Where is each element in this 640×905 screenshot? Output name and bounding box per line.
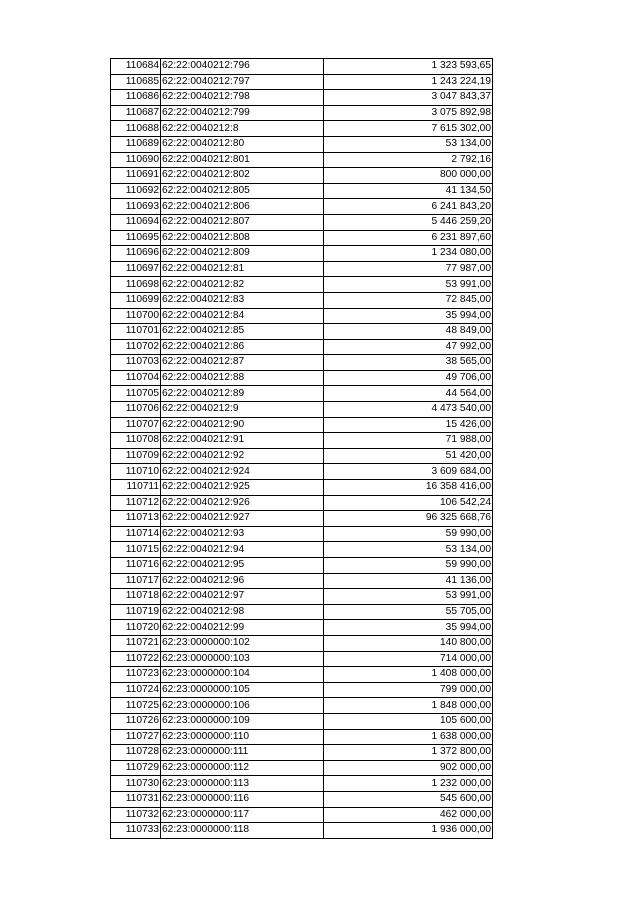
table-row [111, 292, 493, 308]
record-id-cell: 110690 [111, 152, 161, 168]
cadastral-value-cell: 77 987,00 [324, 261, 493, 277]
cadastral-number-cell: 62:23:0000000:104 [161, 667, 324, 683]
cadastral-number-cell: 62:23:0000000:103 [161, 651, 324, 667]
record-id-cell: 110685 [111, 74, 161, 90]
cadastral-value-cell: 3 609 684,00 [324, 464, 493, 480]
record-id-cell: 110709 [111, 448, 161, 464]
table-row [111, 745, 493, 761]
table-row [111, 760, 493, 776]
cadastral-value-cell: 38 565,00 [324, 355, 493, 371]
cadastral-number-cell: 62:22:0040212:926 [161, 495, 324, 511]
table-row [111, 417, 493, 433]
cadastral-value-cell: 72 845,00 [324, 292, 493, 308]
cadastral-number-cell: 62:22:0040212:798 [161, 90, 324, 106]
cadastral-value-cell: 2 792,16 [324, 152, 493, 168]
record-id-cell: 110702 [111, 339, 161, 355]
table-row [111, 386, 493, 402]
cadastral-value-cell: 35 994,00 [324, 308, 493, 324]
cadastral-number-cell: 62:23:0000000:111 [161, 745, 324, 761]
cadastral-number-cell: 62:23:0000000:109 [161, 713, 324, 729]
cadastral-value-cell: 4 473 540,00 [324, 402, 493, 418]
record-id-cell: 110731 [111, 791, 161, 807]
record-id-cell: 110732 [111, 807, 161, 823]
cadastral-value-cell: 51 420,00 [324, 448, 493, 464]
cadastral-number-cell: 62:22:0040212:96 [161, 573, 324, 589]
table-row [111, 230, 493, 246]
table-row [111, 324, 493, 340]
cadastral-number-cell: 62:23:0000000:110 [161, 729, 324, 745]
cadastral-number-cell: 62:22:0040212:99 [161, 620, 324, 636]
cadastral-number-cell: 62:22:0040212:805 [161, 183, 324, 199]
cadastral-value-cell: 1 936 000,00 [324, 823, 493, 839]
record-id-cell: 110699 [111, 292, 161, 308]
cadastral-value-cell: 462 000,00 [324, 807, 493, 823]
record-id-cell: 110722 [111, 651, 161, 667]
cadastral-value-cell: 55 705,00 [324, 604, 493, 620]
table-row [111, 277, 493, 293]
cadastral-value-cell: 1 408 000,00 [324, 667, 493, 683]
table-row [111, 620, 493, 636]
cadastral-value-cell: 41 136,00 [324, 573, 493, 589]
cadastral-number-cell: 62:22:0040212:802 [161, 168, 324, 184]
cadastral-number-cell: 62:22:0040212:86 [161, 339, 324, 355]
table-row [111, 729, 493, 745]
table-row [111, 480, 493, 496]
record-id-cell: 110708 [111, 433, 161, 449]
cadastral-number-cell: 62:23:0000000:106 [161, 698, 324, 714]
cadastral-number-cell: 62:22:0040212:92 [161, 448, 324, 464]
cadastral-value-cell: 49 706,00 [324, 370, 493, 386]
table-row [111, 698, 493, 714]
table-row [111, 199, 493, 215]
cadastral-number-cell: 62:22:0040212:80 [161, 136, 324, 152]
cadastral-number-cell: 62:23:0000000:117 [161, 807, 324, 823]
table-row [111, 542, 493, 558]
cadastral-number-cell: 62:22:0040212:95 [161, 558, 324, 574]
table-row [111, 214, 493, 230]
table-row [111, 713, 493, 729]
cadastral-value-cell: 6 231 897,60 [324, 230, 493, 246]
cadastral-value-cell: 96 325 668,76 [324, 511, 493, 527]
cadastral-number-cell: 62:22:0040212:98 [161, 604, 324, 620]
record-id-cell: 110694 [111, 214, 161, 230]
cadastral-value-cell: 1 323 593,65 [324, 59, 493, 75]
record-id-cell: 110688 [111, 121, 161, 137]
record-id-cell: 110697 [111, 261, 161, 277]
record-id-cell: 110725 [111, 698, 161, 714]
cadastral-number-cell: 62:22:0040212:87 [161, 355, 324, 371]
table-row [111, 246, 493, 262]
record-id-cell: 110719 [111, 604, 161, 620]
table-row [111, 90, 493, 106]
cadastral-number-cell: 62:22:0040212:924 [161, 464, 324, 480]
cadastral-value-cell: 714 000,00 [324, 651, 493, 667]
cadastral-number-cell: 62:22:0040212:925 [161, 480, 324, 496]
table-row [111, 370, 493, 386]
cadastral-number-cell: 62:22:0040212:97 [161, 589, 324, 605]
record-id-cell: 110704 [111, 370, 161, 386]
record-id-cell: 110730 [111, 776, 161, 792]
record-id-cell: 110695 [111, 230, 161, 246]
table-row [111, 183, 493, 199]
cadastral-number-cell: 62:22:0040212:90 [161, 417, 324, 433]
record-id-cell: 110723 [111, 667, 161, 683]
record-id-cell: 110716 [111, 558, 161, 574]
cadastral-value-cell: 1 234 080,00 [324, 246, 493, 262]
record-id-cell: 110713 [111, 511, 161, 527]
record-id-cell: 110706 [111, 402, 161, 418]
cadastral-value-cell: 3 047 843,37 [324, 90, 493, 106]
cadastral-number-cell: 62:22:0040212:83 [161, 292, 324, 308]
cadastral-value-cell: 53 134,00 [324, 136, 493, 152]
record-id-cell: 110707 [111, 417, 161, 433]
table-row [111, 573, 493, 589]
cadastral-number-cell: 62:22:0040212:89 [161, 386, 324, 402]
cadastral-number-cell: 62:22:0040212:9 [161, 402, 324, 418]
cadastral-value-table [110, 58, 493, 839]
record-id-cell: 110691 [111, 168, 161, 184]
cadastral-value-cell: 799 000,00 [324, 682, 493, 698]
cadastral-value-cell: 41 134,50 [324, 183, 493, 199]
table-row [111, 261, 493, 277]
cadastral-number-cell: 62:23:0000000:118 [161, 823, 324, 839]
cadastral-value-cell: 140 800,00 [324, 635, 493, 651]
table-row [111, 433, 493, 449]
record-id-cell: 110720 [111, 620, 161, 636]
record-id-cell: 110721 [111, 635, 161, 651]
table-row [111, 168, 493, 184]
cadastral-number-cell: 62:23:0000000:116 [161, 791, 324, 807]
table-row [111, 339, 493, 355]
table-row [111, 558, 493, 574]
table-row [111, 308, 493, 324]
cadastral-number-cell: 62:22:0040212:8 [161, 121, 324, 137]
cadastral-number-cell: 62:22:0040212:81 [161, 261, 324, 277]
cadastral-number-cell: 62:22:0040212:93 [161, 526, 324, 542]
table-row [111, 152, 493, 168]
table-row [111, 105, 493, 121]
table-row [111, 823, 493, 839]
cadastral-value-cell: 47 992,00 [324, 339, 493, 355]
cadastral-value-cell: 902 000,00 [324, 760, 493, 776]
cadastral-number-cell: 62:22:0040212:799 [161, 105, 324, 121]
table-row [111, 464, 493, 480]
table-row [111, 791, 493, 807]
record-id-cell: 110717 [111, 573, 161, 589]
cadastral-value-cell: 1 638 000,00 [324, 729, 493, 745]
record-id-cell: 110728 [111, 745, 161, 761]
record-id-cell: 110714 [111, 526, 161, 542]
table-row [111, 402, 493, 418]
cadastral-number-cell: 62:23:0000000:113 [161, 776, 324, 792]
table-row [111, 511, 493, 527]
record-id-cell: 110705 [111, 386, 161, 402]
table-row [111, 651, 493, 667]
record-id-cell: 110687 [111, 105, 161, 121]
table-row [111, 776, 493, 792]
cadastral-value-cell: 59 990,00 [324, 558, 493, 574]
cadastral-value-cell: 1 243 224,19 [324, 74, 493, 90]
cadastral-number-cell: 62:22:0040212:807 [161, 214, 324, 230]
cadastral-number-cell: 62:23:0000000:102 [161, 635, 324, 651]
cadastral-value-cell: 3 075 892,98 [324, 105, 493, 121]
table-row [111, 495, 493, 511]
record-id-cell: 110733 [111, 823, 161, 839]
record-id-cell: 110703 [111, 355, 161, 371]
cadastral-value-cell: 44 564,00 [324, 386, 493, 402]
cadastral-value-cell: 15 426,00 [324, 417, 493, 433]
table-row [111, 604, 493, 620]
cadastral-number-cell: 62:22:0040212:85 [161, 324, 324, 340]
cadastral-number-cell: 62:22:0040212:91 [161, 433, 324, 449]
table-row [111, 448, 493, 464]
cadastral-value-cell: 59 990,00 [324, 526, 493, 542]
cadastral-value-cell: 800 000,00 [324, 168, 493, 184]
cadastral-value-cell: 5 446 259,20 [324, 214, 493, 230]
record-id-cell: 110715 [111, 542, 161, 558]
cadastral-value-cell: 106 542,24 [324, 495, 493, 511]
cadastral-value-cell: 545 600,00 [324, 791, 493, 807]
table-row [111, 589, 493, 605]
cadastral-number-cell: 62:22:0040212:801 [161, 152, 324, 168]
cadastral-number-cell: 62:23:0000000:105 [161, 682, 324, 698]
record-id-cell: 110712 [111, 495, 161, 511]
record-id-cell: 110698 [111, 277, 161, 293]
cadastral-value-cell: 53 991,00 [324, 589, 493, 605]
record-id-cell: 110729 [111, 760, 161, 776]
cadastral-value-cell: 53 134,00 [324, 542, 493, 558]
cadastral-number-cell: 62:22:0040212:82 [161, 277, 324, 293]
table-row [111, 807, 493, 823]
record-id-cell: 110700 [111, 308, 161, 324]
table-row [111, 121, 493, 137]
cadastral-number-cell: 62:22:0040212:88 [161, 370, 324, 386]
cadastral-number-cell: 62:23:0000000:112 [161, 760, 324, 776]
table-body [111, 59, 493, 839]
table-row [111, 355, 493, 371]
table-row [111, 74, 493, 90]
table-row [111, 136, 493, 152]
cadastral-value-cell: 53 991,00 [324, 277, 493, 293]
cadastral-value-cell: 71 988,00 [324, 433, 493, 449]
record-id-cell: 110710 [111, 464, 161, 480]
record-id-cell: 110689 [111, 136, 161, 152]
cadastral-value-cell: 7 615 302,00 [324, 121, 493, 137]
record-id-cell: 110726 [111, 713, 161, 729]
cadastral-number-cell: 62:22:0040212:797 [161, 74, 324, 90]
table-row [111, 526, 493, 542]
cadastral-number-cell: 62:22:0040212:84 [161, 308, 324, 324]
table-row [111, 59, 493, 75]
cadastral-number-cell: 62:22:0040212:796 [161, 59, 324, 75]
cadastral-number-cell: 62:22:0040212:808 [161, 230, 324, 246]
table-row [111, 682, 493, 698]
record-id-cell: 110724 [111, 682, 161, 698]
record-id-cell: 110696 [111, 246, 161, 262]
cadastral-value-cell: 6 241 843,20 [324, 199, 493, 215]
cadastral-value-cell: 35 994,00 [324, 620, 493, 636]
record-id-cell: 110693 [111, 199, 161, 215]
record-id-cell: 110686 [111, 90, 161, 106]
cadastral-number-cell: 62:22:0040212:806 [161, 199, 324, 215]
cadastral-value-cell: 105 600,00 [324, 713, 493, 729]
record-id-cell: 110711 [111, 480, 161, 496]
cadastral-number-cell: 62:22:0040212:809 [161, 246, 324, 262]
cadastral-number-cell: 62:22:0040212:927 [161, 511, 324, 527]
cadastral-value-cell: 1 232 000,00 [324, 776, 493, 792]
table-row [111, 635, 493, 651]
cadastral-value-cell: 48 849,00 [324, 324, 493, 340]
cadastral-value-cell: 1 848 000,00 [324, 698, 493, 714]
cadastral-value-cell: 16 358 416,00 [324, 480, 493, 496]
record-id-cell: 110684 [111, 59, 161, 75]
record-id-cell: 110718 [111, 589, 161, 605]
table-row [111, 667, 493, 683]
record-id-cell: 110727 [111, 729, 161, 745]
record-id-cell: 110692 [111, 183, 161, 199]
cadastral-number-cell: 62:22:0040212:94 [161, 542, 324, 558]
record-id-cell: 110701 [111, 324, 161, 340]
cadastral-value-cell: 1 372 800,00 [324, 745, 493, 761]
